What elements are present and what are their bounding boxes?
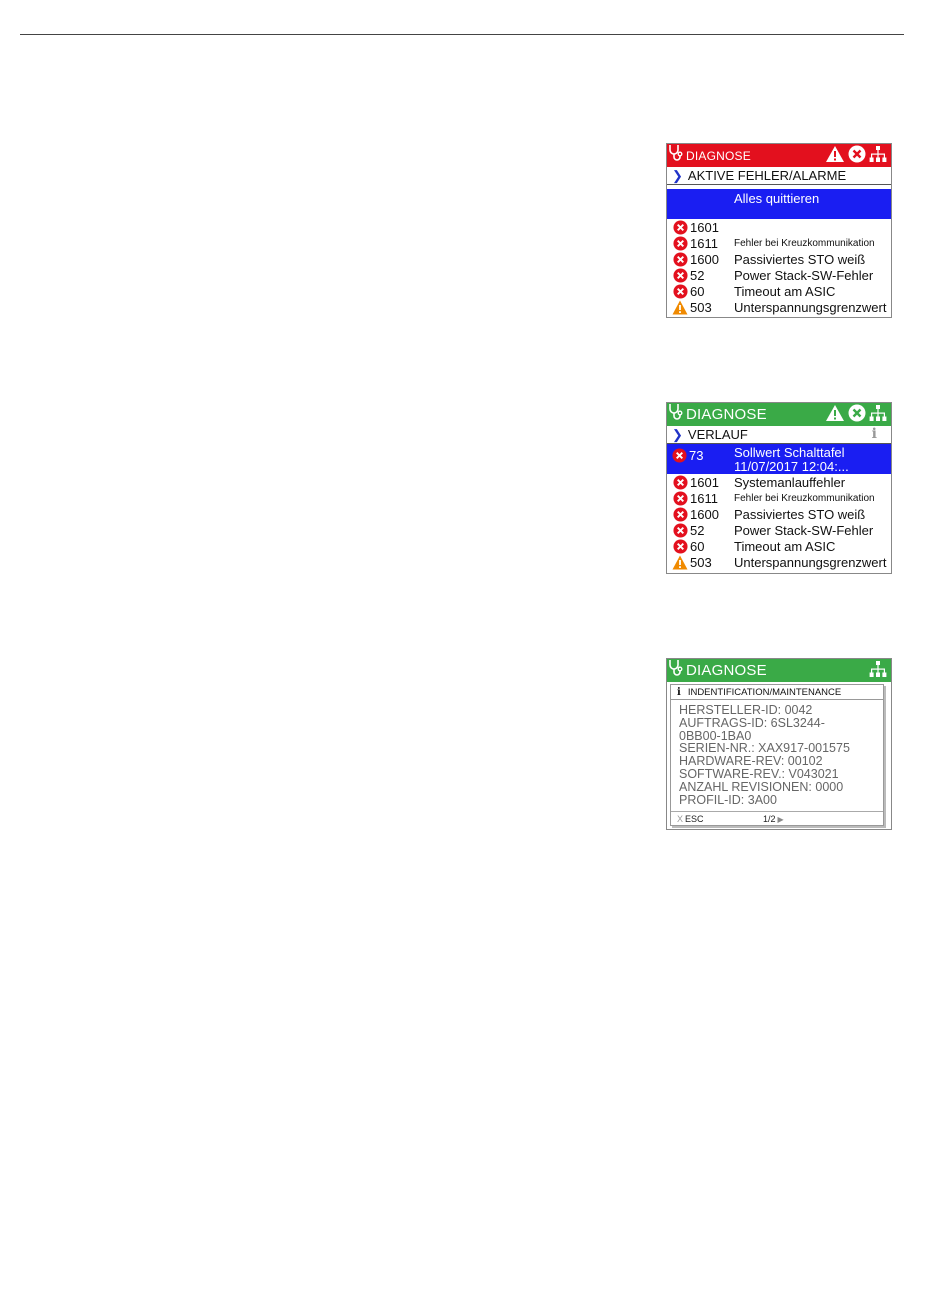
info-line: ANZAHL REVISIONEN: 0000 <box>679 779 844 794</box>
info-icon: i <box>677 686 681 698</box>
next-page-icon: ▶ <box>777 814 784 824</box>
esc-label: ESC <box>685 813 704 824</box>
fault-text: Sollwert Schalttafel <box>734 445 845 460</box>
network-icon <box>869 145 887 168</box>
stethoscope-icon <box>667 403 683 426</box>
fault-text: Passiviertes STO weiß <box>734 506 866 522</box>
fault-code: 52 <box>690 522 705 538</box>
identification-details <box>671 700 883 806</box>
list-item[interactable] <box>667 538 891 554</box>
header-title: DIAGNOSE <box>686 662 767 679</box>
info-line: SERIEN-NR.: XAX917-001575 <box>679 741 850 756</box>
list-item[interactable] <box>667 506 891 522</box>
fault-text: Passiviertes STO weiß <box>734 251 866 267</box>
page-number: 1/2 <box>763 813 776 824</box>
diagnose-active-faults-screen <box>666 143 892 318</box>
fault-text: Timeout am ASIC <box>734 538 836 554</box>
network-icon <box>869 660 887 683</box>
warning-icon <box>825 145 845 168</box>
error-icon <box>672 538 688 554</box>
list-item[interactable] <box>667 219 891 235</box>
error-icon <box>672 283 688 299</box>
fault-text: Fehler bei Kreuzkommunikation <box>734 237 875 249</box>
error-icon <box>848 404 866 427</box>
list-item[interactable] <box>667 554 891 570</box>
fault-code: 52 <box>690 267 705 283</box>
top-divider <box>20 34 904 35</box>
menu-subheader <box>667 167 891 185</box>
error-icon <box>672 474 688 490</box>
dialog-title: INDENTIFICATION/MAINTENANCE <box>687 686 842 698</box>
list-item[interactable] <box>667 283 891 299</box>
network-icon <box>869 404 887 427</box>
list-item[interactable] <box>667 522 891 538</box>
page-indicator[interactable] <box>763 814 784 824</box>
warning-icon <box>825 404 845 427</box>
subheader-label: AKTIVE FEHLER/ALARME <box>687 168 847 183</box>
close-icon: X <box>677 813 684 824</box>
info-line: SOFTWARE-REV.: V043021 <box>679 766 839 781</box>
info-line: 0BB00-1BA0 <box>679 728 752 743</box>
error-icon <box>672 490 688 506</box>
info-line: HARDWARE-REV: 00102 <box>679 754 823 769</box>
acknowledge-all-button[interactable]: Alles quittieren <box>667 189 891 219</box>
error-icon <box>848 145 866 168</box>
fault-code: 1611 <box>690 235 718 251</box>
info-line: HERSTELLER-ID: 0042 <box>679 703 813 717</box>
info-line: AUFTRAGS-ID: 6SL3244- <box>679 715 825 730</box>
diagnose-history-screen <box>666 402 892 574</box>
selected-history-item[interactable] <box>667 444 891 474</box>
header-title: DIAGNOSE <box>686 406 767 423</box>
fault-code: 1611 <box>690 490 718 506</box>
fault-text: Fehler bei Kreuzkommunikation <box>734 492 875 504</box>
list-item[interactable] <box>667 490 891 506</box>
info-line: PROFIL-ID: 3A00 <box>679 792 777 807</box>
stethoscope-icon <box>667 659 683 682</box>
fault-timestamp: 11/07/2017 12:04:... <box>734 459 849 474</box>
diagnose-identification-screen <box>666 658 892 830</box>
fault-code: 60 <box>690 538 705 554</box>
fault-text: Systemanlauffehler <box>734 474 846 490</box>
list-item[interactable] <box>667 267 891 283</box>
list-item[interactable] <box>667 235 891 251</box>
fault-code: 503 <box>690 299 712 315</box>
fault-code: 73 <box>689 448 704 463</box>
error-icon <box>672 267 688 283</box>
stethoscope-icon <box>667 144 683 167</box>
fault-code: 60 <box>690 283 705 299</box>
subheader-label: VERLAUF <box>687 427 748 442</box>
dialog-title-bar <box>671 685 883 700</box>
fault-code: 1601 <box>690 219 719 235</box>
chevron-right-icon: ❯ <box>672 427 683 442</box>
error-icon <box>672 522 688 538</box>
screen-header <box>667 659 891 682</box>
header-title: DIAGNOSE <box>686 148 751 163</box>
list-item[interactable] <box>667 299 891 315</box>
info-icon[interactable]: i <box>871 426 877 442</box>
menu-subheader <box>667 426 891 444</box>
error-icon <box>672 219 688 235</box>
chevron-right-icon: ❯ <box>672 168 683 183</box>
esc-button[interactable] <box>677 814 704 824</box>
fault-text: Power Stack-SW-Fehler <box>734 522 874 538</box>
error-icon <box>672 235 688 251</box>
warning-icon <box>672 554 688 570</box>
list-item[interactable] <box>667 474 891 490</box>
list-item[interactable] <box>667 251 891 267</box>
fault-text: Unterspannungsgrenzwert <box>734 299 887 315</box>
error-icon <box>672 251 688 267</box>
dialog-footer <box>671 811 883 825</box>
fault-text: Unterspannungsgrenzwert <box>734 554 887 570</box>
error-icon <box>672 506 688 522</box>
screen-header <box>667 403 891 426</box>
fault-code: 503 <box>690 554 712 570</box>
fault-code: 1600 <box>690 251 719 267</box>
fault-code: 1600 <box>690 506 719 522</box>
fault-text: Power Stack-SW-Fehler <box>734 267 874 283</box>
info-dialog <box>670 684 884 826</box>
fault-text: Timeout am ASIC <box>734 283 836 299</box>
error-icon <box>672 448 687 466</box>
fault-code: 1601 <box>690 474 719 490</box>
screen-header <box>667 144 891 167</box>
warning-icon <box>672 299 688 315</box>
